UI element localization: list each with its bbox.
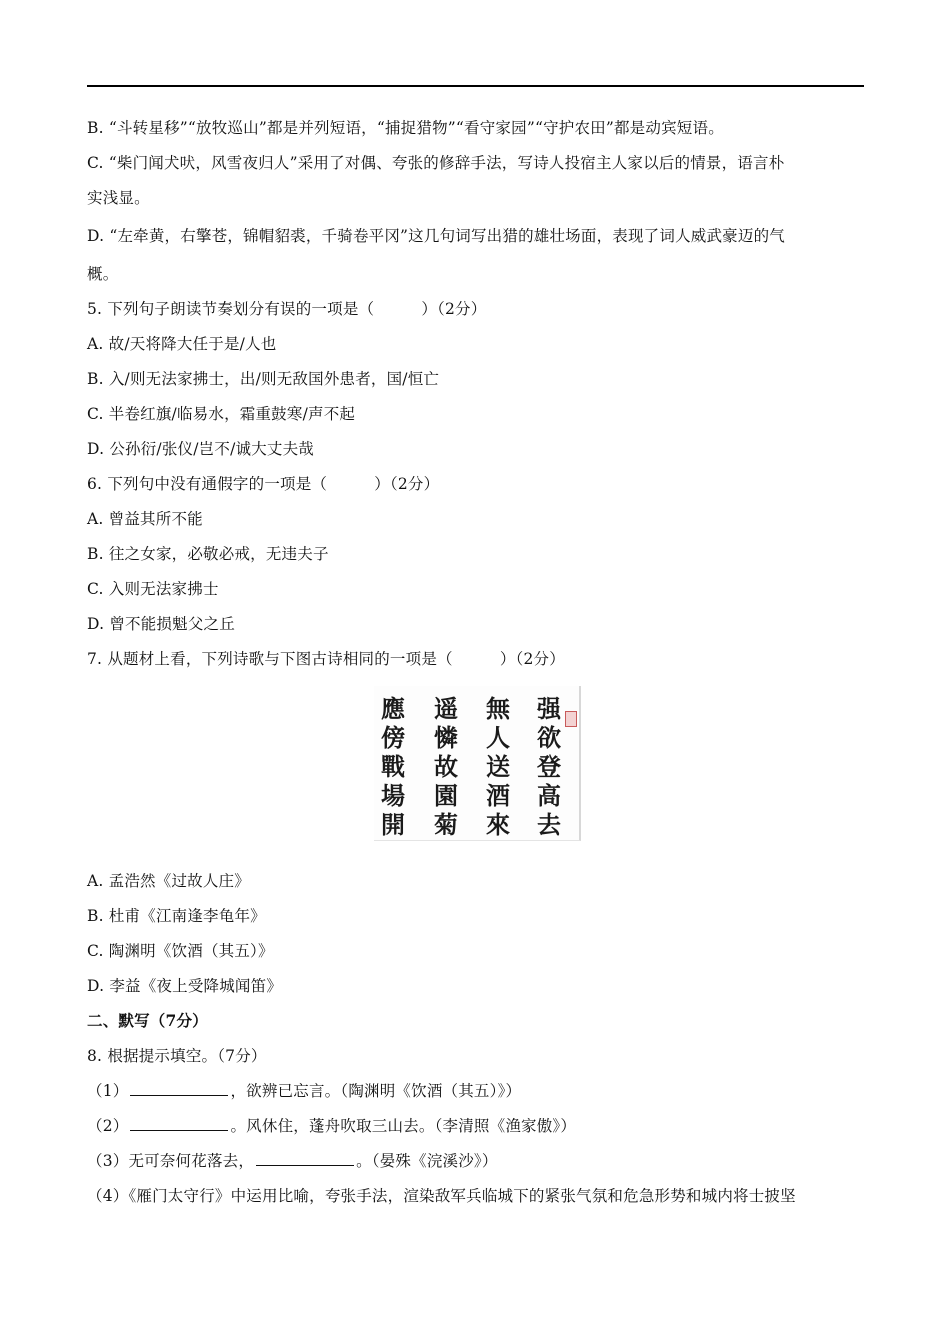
q8-item-1-text: ，欲辨已忘言。（陶渊明《饮酒（其五）》）: [230, 1082, 522, 1100]
section-2-title: 二、默写（7分）: [87, 1011, 208, 1030]
q6-stem: 6. 下列句中没有通假字的一项是（ ）（2分）: [87, 475, 440, 493]
q6-option-c: C. 入则无法家拂士: [87, 580, 219, 598]
answer-blank[interactable]: [130, 1116, 228, 1131]
q4-option-d: D. “左牵黄，右擎苍，锦帽貂裘，千骑卷平冈”这几句词写出猎的雄壮场面，表现了词人威武豪迈的气: [87, 227, 785, 245]
poem-char: 强: [537, 694, 561, 723]
poem-char: 送: [486, 752, 510, 781]
poem-char: 開: [381, 810, 405, 839]
q5-option-c: C. 半卷红旗/临易水，霜重鼓寒/声不起: [87, 405, 356, 423]
poem-char: 欲: [537, 723, 561, 752]
poem-char: 場: [381, 781, 405, 810]
q7-option-c: C. 陶渊明《饮酒（其五）》: [87, 942, 274, 960]
q4-option-c-cont: 实浅显。: [87, 189, 150, 207]
q5-option-d: D. 公孙衍/张仪/岂不/诚大丈夫哉: [87, 440, 314, 458]
poem-char: 園: [434, 781, 458, 810]
poem-char: 高: [537, 781, 561, 810]
poem-char: 酒: [486, 781, 510, 810]
poem-char: 戰: [381, 752, 405, 781]
q8-stem: 8. 根据提示填空。（7分）: [87, 1047, 267, 1065]
q8-item-4: （4）《雁门太守行》中运用比喻，夸张手法，渲染敌军兵临城下的紧张气氛和危急形势和城内将士披坚: [87, 1187, 796, 1205]
poem-char: 故: [434, 752, 458, 781]
q8-item-3-text: （3）无可奈何花落去，: [87, 1152, 255, 1170]
q8-item-3: [87, 1151, 877, 1171]
q6-option-a: A. 曾益其所不能: [87, 510, 203, 528]
q6-option-d: D. 曾不能损魁父之丘: [87, 615, 235, 633]
poem-char: 傍: [381, 723, 405, 752]
poem-char: 來: [486, 810, 510, 839]
q5-stem: 5. 下列句子朗读节奏划分有误的一项是（ ）（2分）: [87, 300, 487, 318]
q8-item-2-text: 。风休住，蓬舟吹取三山去。（李清照《渔家傲》）: [230, 1117, 577, 1135]
header-rule: [87, 85, 864, 87]
q7-option-a: A. 孟浩然《过故人庄》: [87, 872, 250, 890]
q4-option-b: B. “斗转星移”“放牧巡山”都是并列短语，“捕捉猎物”“看守家园”“守护农田”都是动宾短语。: [87, 119, 724, 137]
poem-column-2: [429, 694, 463, 839]
poem-char: 憐: [434, 723, 458, 752]
answer-blank[interactable]: [256, 1151, 354, 1166]
q7-option-b: B. 杜甫《江南逢李龟年》: [87, 907, 266, 925]
q8-item-1-number: （1）: [87, 1082, 129, 1100]
q8-item-3-source: 。（晏殊《浣溪沙》）: [356, 1152, 498, 1170]
q6-option-b: B. 往之女家，必敬必戒，无违夫子: [87, 545, 329, 563]
q8-item-2: [87, 1116, 877, 1136]
q4-option-d-cont: 概。: [87, 265, 119, 283]
q5-option-a: A. 故/天将降大任于是/人也: [87, 335, 277, 353]
q4-option-c: C. “柴门闻犬吠，风雪夜归人”采用了对偶、夸张的修辞手法，写诗人投宿主人家以后的情景，语言朴: [87, 154, 785, 172]
q8-item-1: [87, 1081, 877, 1101]
poem-char: 無: [486, 694, 510, 723]
poem-char: 應: [381, 694, 405, 723]
poem-char: 人: [486, 723, 510, 752]
poem-char: 遥: [434, 694, 458, 723]
poem-column-3: [481, 694, 515, 839]
poem-calligraphy-image: [374, 686, 581, 841]
answer-blank[interactable]: [130, 1081, 228, 1096]
poem-column-1: [376, 694, 410, 839]
poem-char: 去: [537, 810, 561, 839]
q7-stem: 7. 从题材上看，下列诗歌与下图古诗相同的一项是（ ）（2分）: [87, 650, 565, 668]
q5-option-b: B. 入/则无法家拂士，出/则无敌国外患者，国/恒亡: [87, 370, 440, 388]
poem-char: 菊: [434, 810, 458, 839]
q8-item-2-number: （2）: [87, 1117, 129, 1135]
poem-column-4: [532, 694, 566, 839]
red-seal-stamp: [565, 711, 577, 727]
poem-char: 登: [537, 752, 561, 781]
q7-option-d: D. 李益《夜上受降城闻笛》: [87, 977, 283, 995]
